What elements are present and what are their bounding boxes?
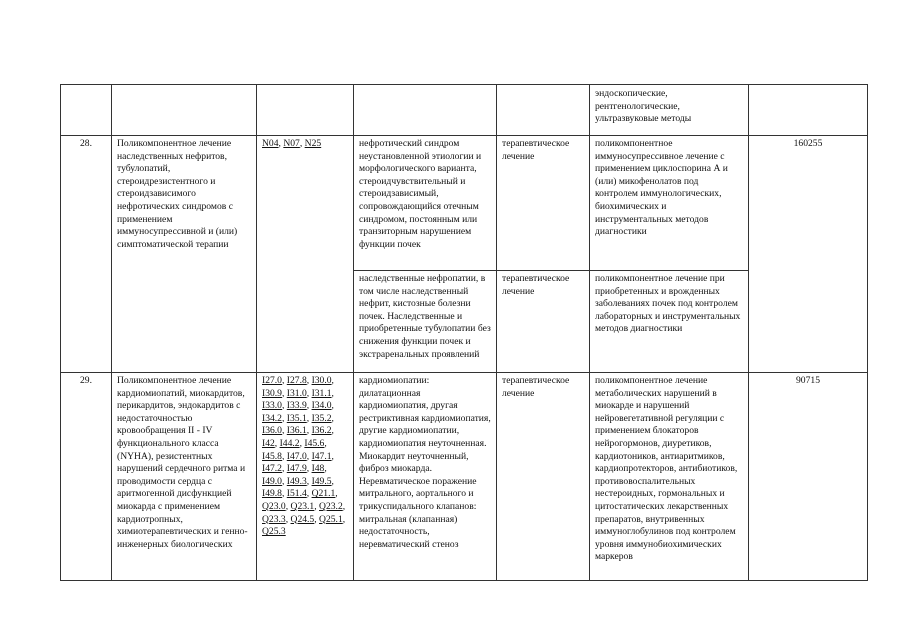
icd-code[interactable]: Q23.3 [262, 513, 286, 525]
icd-code[interactable]: I47.2 [262, 463, 282, 475]
icd-code[interactable]: N04 [262, 138, 279, 149]
icd-codes: I27.0, I27.8, I30.0, I30.9, I31.0, I31.1, I33.0, I33.9, I34.0, I34.2, I35.1, I35.2, I36.0, I36.1, I36.2, I42, I44.2, I45.6, I45.8, I47.0, I47.1, I47.2, I47.9, I48, I49.0, I49.3, I49.5, I49.8, I51.4, Q21.1, Q23.0, Q23.1, Q23.2, Q23.3, Q24.5, Q25.1, Q25.3 [257, 373, 354, 581]
cell-empty [354, 85, 497, 136]
icd-code[interactable]: I36.2 [311, 425, 332, 437]
icd-code[interactable]: Q23.1 [290, 500, 315, 512]
icd-code[interactable]: I44.2 [279, 437, 300, 449]
icd-code[interactable]: I48 [311, 463, 325, 475]
cell-empty [61, 85, 112, 136]
icd-code[interactable]: I49.3 [286, 475, 307, 487]
icd-code[interactable]: I27.0 [262, 375, 282, 386]
treatment-table [60, 84, 868, 581]
patient-model: наследственные нефропатии, в том числе наследственный нефрит, кистозные болезни почек. Наследственные и приобретенные тубулопатии без снижения функции почек и экстраренальных проявлений [354, 271, 497, 373]
icd-code[interactable]: Q23.0 [262, 500, 286, 512]
icd-code[interactable]: I31.0 [286, 387, 307, 399]
method-text: эндоскопические, рентгенологические, ультразвуковые методы [595, 88, 692, 125]
icd-code[interactable]: I45.8 [262, 450, 282, 462]
icd-code[interactable]: I49.8 [262, 488, 282, 500]
icd-code[interactable]: I33.9 [286, 400, 307, 412]
icd-code[interactable]: I31.1 [311, 387, 332, 399]
icd-code[interactable]: N07 [283, 138, 300, 149]
icd-code[interactable]: N25 [304, 138, 322, 149]
cell-empty [749, 85, 868, 136]
treatment-type: терапевтическое лечение [497, 136, 590, 271]
icd-code[interactable]: I36.1 [286, 425, 307, 437]
icd-code[interactable]: I30.0 [311, 375, 332, 386]
icd-code[interactable]: I36.0 [262, 425, 282, 437]
treatment-method: поликомпонентное лечение метаболических нарушений в миокарде и нарушений нейровегетативной регуляции с применением блокаторов нейрогормонов, диуретиков, кардиотоников, антиаритмиков, кардиопротекторов, антибиотиков, противовоспалительных нестероидных, гормональных и цитостатических лекарственных препаратов, внутривенных иммуноглобулинов под контролем уровня иммунобиохимических маркеров [590, 373, 749, 581]
row-number: 29. [61, 373, 112, 581]
cell-empty [112, 85, 257, 136]
treatment-type: терапевтическое лечение [497, 271, 590, 373]
icd-code[interactable]: I42 [262, 437, 275, 449]
icd-code[interactable]: Q23.2 [319, 500, 343, 512]
cell-empty [257, 85, 354, 136]
price: 90715 [749, 373, 868, 581]
icd-code[interactable]: I49.0 [262, 475, 282, 487]
icd-code[interactable]: I33.0 [262, 400, 282, 412]
icd-code[interactable]: I35.2 [311, 412, 332, 424]
icd-code[interactable]: I49.5 [311, 475, 332, 487]
icd-code[interactable]: I27.8 [286, 375, 307, 386]
icd-code[interactable]: Q25.3 [262, 526, 286, 538]
price: 160255 [749, 136, 868, 373]
patient-model: нефротический синдром неустановленной этиологии и морфологического варианта, стероидчувствительный и стероидзависимый, сопровождающийся отечным синдромом, постоянным или транзиторным нарушением функции почек [354, 136, 497, 271]
treatment-name: Поликомпонентное лечение кардиомиопатий, миокардитов, перикардитов, эндокардитов с недостаточностью кровообращения II - IV функционального класса (NYHA), резистентных нарушений сердечного ритма и проводимости сердца с аритмогенной дисфункцией миокарда с применением кардиотропных, химиотерапевтических и генно-инженерных биологических [112, 373, 257, 581]
cell-empty [497, 85, 590, 136]
icd-code[interactable]: I35.1 [286, 412, 307, 424]
icd-code[interactable]: I30.9 [262, 387, 282, 399]
icd-code[interactable]: I47.0 [286, 450, 307, 462]
icd-code[interactable]: I51.4 [286, 488, 307, 500]
treatment-method: поликомпонентное иммуносупрессивное лечение с применением циклоспорина А и (или) микофенолатов под контролем иммунологических, биохимических и инструментальных методов диагностики [590, 136, 749, 271]
icd-code[interactable]: I47.9 [286, 463, 307, 475]
icd-code[interactable]: I34.2 [262, 412, 282, 424]
table-row [61, 373, 868, 581]
table-row [61, 136, 868, 271]
treatment-type: терапевтическое лечение [497, 373, 590, 581]
icd-codes: N04, N07, N25 [257, 136, 354, 373]
continuation-row [61, 85, 868, 136]
icd-code[interactable]: Q24.5 [290, 513, 315, 525]
icd-code[interactable]: I34.0 [311, 400, 332, 412]
patient-model: кардиомиопатии: дилатационная кардиомиопатия, другая рестриктивная кардиомиопатия, другие кардиомиопатии, кардиомиопатия неуточненная. Миокардит неуточненный, фиброз миокарда. Неревматическое поражение митрального, аортального и трикуспидального клапанов: митральная (клапанная) недостаточность, неревматический стеноз [354, 373, 497, 581]
icd-code[interactable]: I45.6 [304, 437, 325, 449]
icd-code[interactable]: I47.1 [311, 450, 332, 462]
treatment-name: Поликомпонентное лечение наследственных нефритов, тубулопатий, стероидрезистентного и стероидзависимого нефротических синдромов с применением иммуносупрессивной и (или) симптоматической терапии [112, 136, 257, 373]
treatment-method: поликомпонентное лечение при приобретенных и врожденных заболеваниях почек под контролем лабораторных и инструментальных методов диагностики [590, 271, 749, 373]
icd-code[interactable]: Q21.1 [311, 488, 336, 500]
row-number: 28. [61, 136, 112, 373]
icd-code[interactable]: Q25.1 [319, 513, 343, 525]
method-cell [590, 85, 749, 136]
